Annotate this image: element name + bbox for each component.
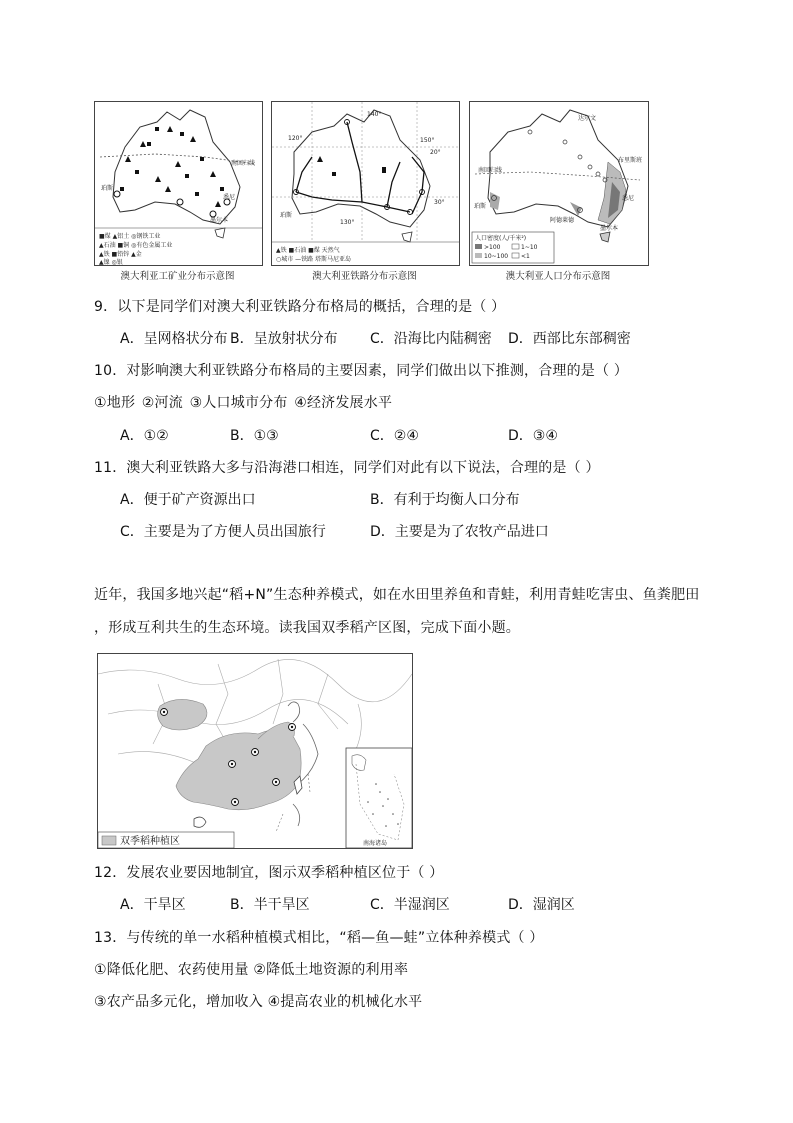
svg-text:<1: <1 xyxy=(521,253,530,260)
svg-text:南回归线: 南回归线 xyxy=(231,160,256,167)
label-130: 130° xyxy=(340,219,355,226)
population-legend-title: 人口密度(人/千米²) xyxy=(475,235,527,242)
question-10-factors: ①地形 ②河流 ③人口城市分布 ④经济发展水平 xyxy=(94,395,393,411)
australia-railway-map xyxy=(271,101,460,266)
q12-option-c[interactable]: C．半湿润区 xyxy=(370,897,450,913)
question-11-stem: 11．澳大利亚铁路大多与沿海港口相连，同学们对此有以下说法，合理的是（ ） xyxy=(94,460,600,476)
svg-text:▲铁 ■铅锌 ▲金: ▲铁 ■铅锌 ▲金 xyxy=(99,251,142,258)
australia-industry-map xyxy=(94,101,263,266)
svg-text:▲镍 ◎银: ▲镍 ◎银 xyxy=(99,259,123,265)
industry-map-caption: 澳大利亚工矿业分布示意图 xyxy=(120,271,235,282)
q10-option-c[interactable]: C．②④ xyxy=(370,428,419,444)
svg-text:▲铁 ■石油 ■煤 天然气: ▲铁 ■石油 ■煤 天然气 xyxy=(276,247,340,254)
svg-text:■煤 ▲铝土 ◎钢铁工业: ■煤 ▲铝土 ◎钢铁工业 xyxy=(99,233,161,240)
svg-text:10~100: 10~100 xyxy=(484,253,509,260)
svg-text:珀斯: 珀斯 xyxy=(474,203,487,210)
svg-text:悉尼: 悉尼 xyxy=(223,194,236,201)
label-perth: 珀斯 xyxy=(280,212,293,219)
q11-option-d[interactable]: D．主要是为了农牧产品进口 xyxy=(370,524,549,540)
svg-text:达尔文: 达尔文 xyxy=(578,115,597,122)
svg-text:悉尼: 悉尼 xyxy=(622,195,635,202)
question-10-stem: 10．对影响澳大利亚铁路分布格局的主要因素，同学们做出以下推测，合理的是（ ） xyxy=(94,363,629,379)
q9-option-d[interactable]: D．西部比东部稠密 xyxy=(508,331,631,347)
q10-option-d[interactable]: D．③④ xyxy=(508,428,558,444)
q9-option-a[interactable]: A．呈网格状分布 xyxy=(120,331,228,347)
svg-text:珀斯: 珀斯 xyxy=(101,185,114,192)
svg-text:▲石油 ■铜 ◎有色金属工业: ▲石油 ■铜 ◎有色金属工业 xyxy=(99,242,173,249)
industry-map-graphic xyxy=(95,102,262,265)
label-120: 120° xyxy=(288,135,303,142)
china-double-rice-map xyxy=(97,653,413,849)
q11-option-b[interactable]: B．有利于均衡人口分布 xyxy=(370,492,520,508)
label-140: 140° xyxy=(367,111,382,118)
label-20: 20° xyxy=(430,149,441,156)
railway-map-caption: 澳大利亚铁路分布示意图 xyxy=(312,271,417,282)
svg-text:布里斯班: 布里斯班 xyxy=(618,157,643,164)
q12-option-d[interactable]: D．湿润区 xyxy=(508,897,575,913)
question-13-stem: 13．与传统的单一水稻种植模式相比，“稻—鱼—蛙”立体种养模式（ ） xyxy=(94,930,544,946)
question-12-stem: 12．发展农业要因地制宜，图示双季稻种植区位于（ ） xyxy=(94,865,444,881)
label-30: 30° xyxy=(434,199,445,206)
q12-option-a[interactable]: A．干旱区 xyxy=(120,897,186,913)
question-13-choices-1: ①降低化肥、农药使用量 ②降低土地资源的利用率 xyxy=(94,962,409,978)
q9-option-b[interactable]: B．呈放射状分布 xyxy=(230,331,338,347)
label-150: 150° xyxy=(420,137,435,144)
q11-option-a[interactable]: A．便于矿产资源出口 xyxy=(120,492,256,508)
australia-population-map xyxy=(469,101,649,266)
svg-text:1~10: 1~10 xyxy=(521,244,538,251)
population-map-graphic xyxy=(470,102,648,265)
svg-text:墨尔本: 墨尔本 xyxy=(600,225,619,232)
passage-line-1: 近年，我国多地兴起“稻+N”生态种养模式，如在水田里养鱼和青蛙，利用青蛙吃害虫、鱼粪肥田 xyxy=(94,587,700,603)
q9-option-c[interactable]: C．沿海比内陆稠密 xyxy=(370,331,492,347)
q10-option-a[interactable]: A．①② xyxy=(120,428,169,444)
q10-option-b[interactable]: B．①③ xyxy=(230,428,279,444)
svg-text:阿德莱德: 阿德莱德 xyxy=(550,217,575,224)
passage-line-2: ，形成互利共生的生态环境。读我国双季稻产区图，完成下面小题。 xyxy=(94,620,520,636)
svg-text:○城市 —铁路 塔斯马尼亚岛: ○城市 —铁路 塔斯马尼亚岛 xyxy=(276,256,352,263)
question-9-stem: 9．以下是同学们对澳大利亚铁路分布格局的概括，合理的是（ ） xyxy=(94,299,506,315)
svg-text:>100: >100 xyxy=(484,244,501,251)
q12-option-b[interactable]: B．半干旱区 xyxy=(230,897,310,913)
q11-option-c[interactable]: C．主要是为了方便人员出国旅行 xyxy=(120,524,326,540)
question-13-choices-2: ③农产品多元化，增加收入 ④提高农业的机械化水平 xyxy=(94,994,423,1010)
rice-legend: 双季稻种植区 xyxy=(120,836,180,847)
population-map-caption: 澳大利亚人口分布示意图 xyxy=(505,271,611,282)
rice-map-graphic xyxy=(98,654,412,848)
inset-label: 南海诸岛 xyxy=(363,840,388,847)
svg-text:墨尔本: 墨尔本 xyxy=(210,217,229,224)
svg-text:南回归线: 南回归线 xyxy=(478,167,503,174)
railway-map-graphic xyxy=(272,102,459,265)
